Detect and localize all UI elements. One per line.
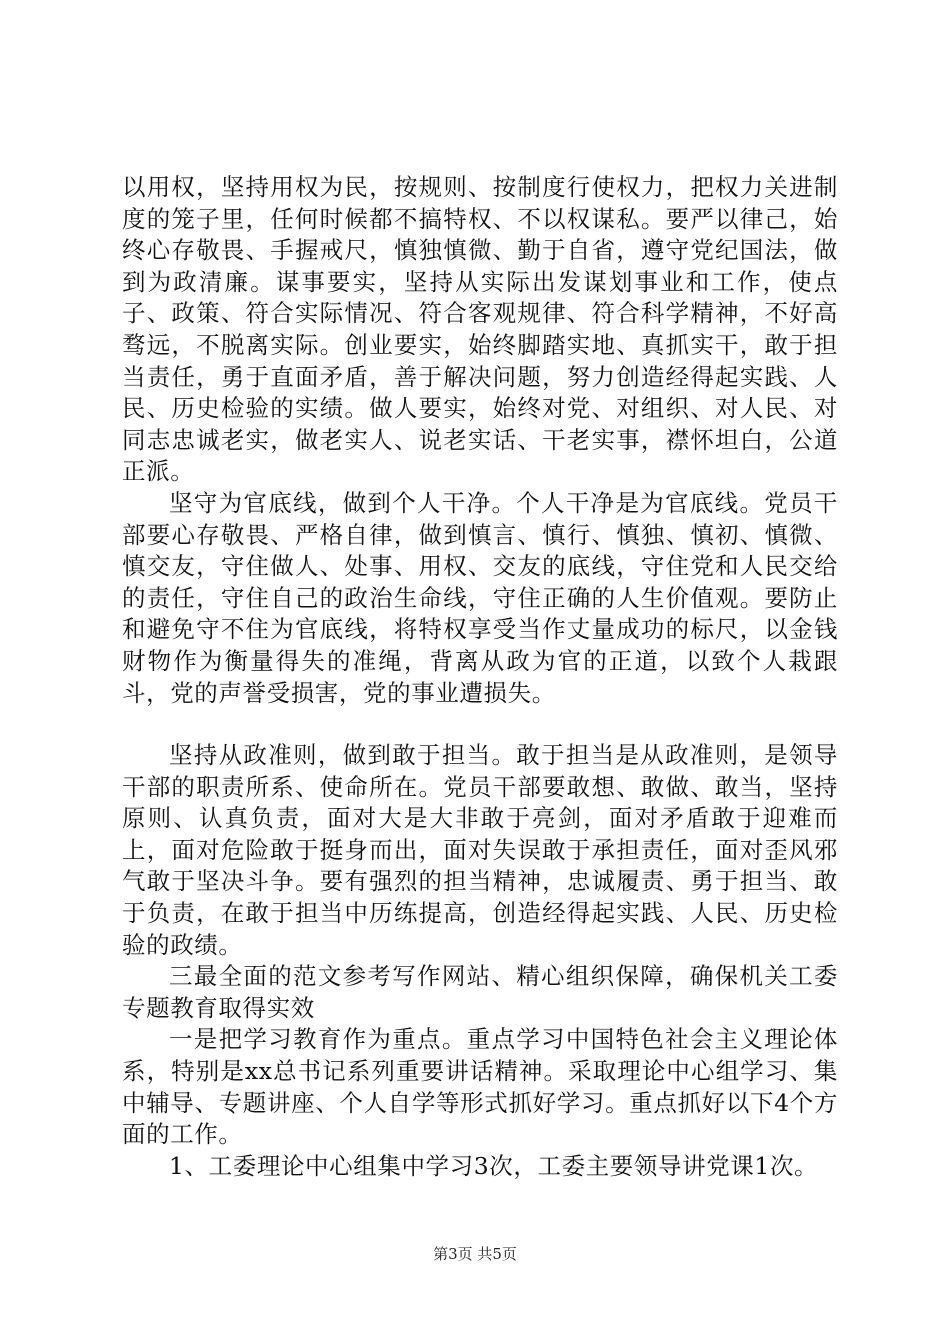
document-body <box>122 172 838 1182</box>
paragraph-gap <box>122 709 838 740</box>
paragraph-study-focus: 一是把学习教育作为重点。重点学习中国特色社会主义理论体系，特别是xx总书记系列重要讲话精神。采取理论中心组学习、集中辅导、专题讲座、个人自学等形式抓好学习。重点抓好以下4个方面的工作。 <box>122 1025 838 1149</box>
section-heading-organization: 三最全面的范文参考写作网站、精心组织保障，确保机关工委专题教育取得实效 <box>122 962 838 1022</box>
paragraph-bottom-line: 坚守为官底线，做到个人干净。个人干净是为官底线。党员干部要心存敬畏、严格自律，做到慎言、慎行、慎独、慎初、慎微、慎交友，守住做人、处事、用权、交友的底线，守住党和人民交给的责任，守住自己的政治生命线，守住正确的人生价值观。要防止和避免守不住为官底线，将特权享受当作丈量成功的标尺，以金钱财物作为衡量得失的准绳，背离从政为官的正道，以致个人栽跟斗，党的声誉受损害，党的事业遭损失。 <box>122 488 838 707</box>
page-footer: 第3页 共5页 <box>433 1245 517 1263</box>
list-item-study-sessions: 1、工委理论中心组集中学习3次，工委主要领导讲党课1次。 <box>169 1151 819 1180</box>
paragraph-responsibility: 坚持从政准则，做到敢于担当。敢于担当是从政准则，是领导干部的职责所系、使命所在。党员干部要敢想、敢做、敢当，坚持原则、认真负责，面对大是大非敢于亮剑，面对矛盾敢于迎难而上，面对危险敢于挺身而出，面对失误敢于承担责任，面对歪风邪气敢于坚决斗争。要有强烈的担当精神，忠诚履责、勇于担当、敢于负责，在敢于担当中历练提高，创造经得起实践、人民、历史检验的政绩。 <box>122 741 838 959</box>
paragraph-continuation: 以用权，坚持用权为民，按规则、按制度行使权力，把权力关进制度的笼子里，任何时候都不搞特权、不以权谋私。要严以律己，始终心存敬畏、手握戒尺，慎独慎微、勤于自省，遵守党纪国法，做到为政清廉。谋事要实，坚持从实际出发谋划事业和工作，使点子、政策、符合实际情况、符合客观规律、符合科学精神，不好高骛远，不脱离实际。创业要实，始终脚踏实地、真抓实干，敢于担当责任，勇于直面矛盾，善于解决问题，努力创造经得起实践、人民、历史检验的实绩。做人要实，始终对党、对组织、对人民、对同志忠诚老实，做老实人、说老实话、干老实事，襟怀坦白，公道正派。 <box>122 173 838 486</box>
